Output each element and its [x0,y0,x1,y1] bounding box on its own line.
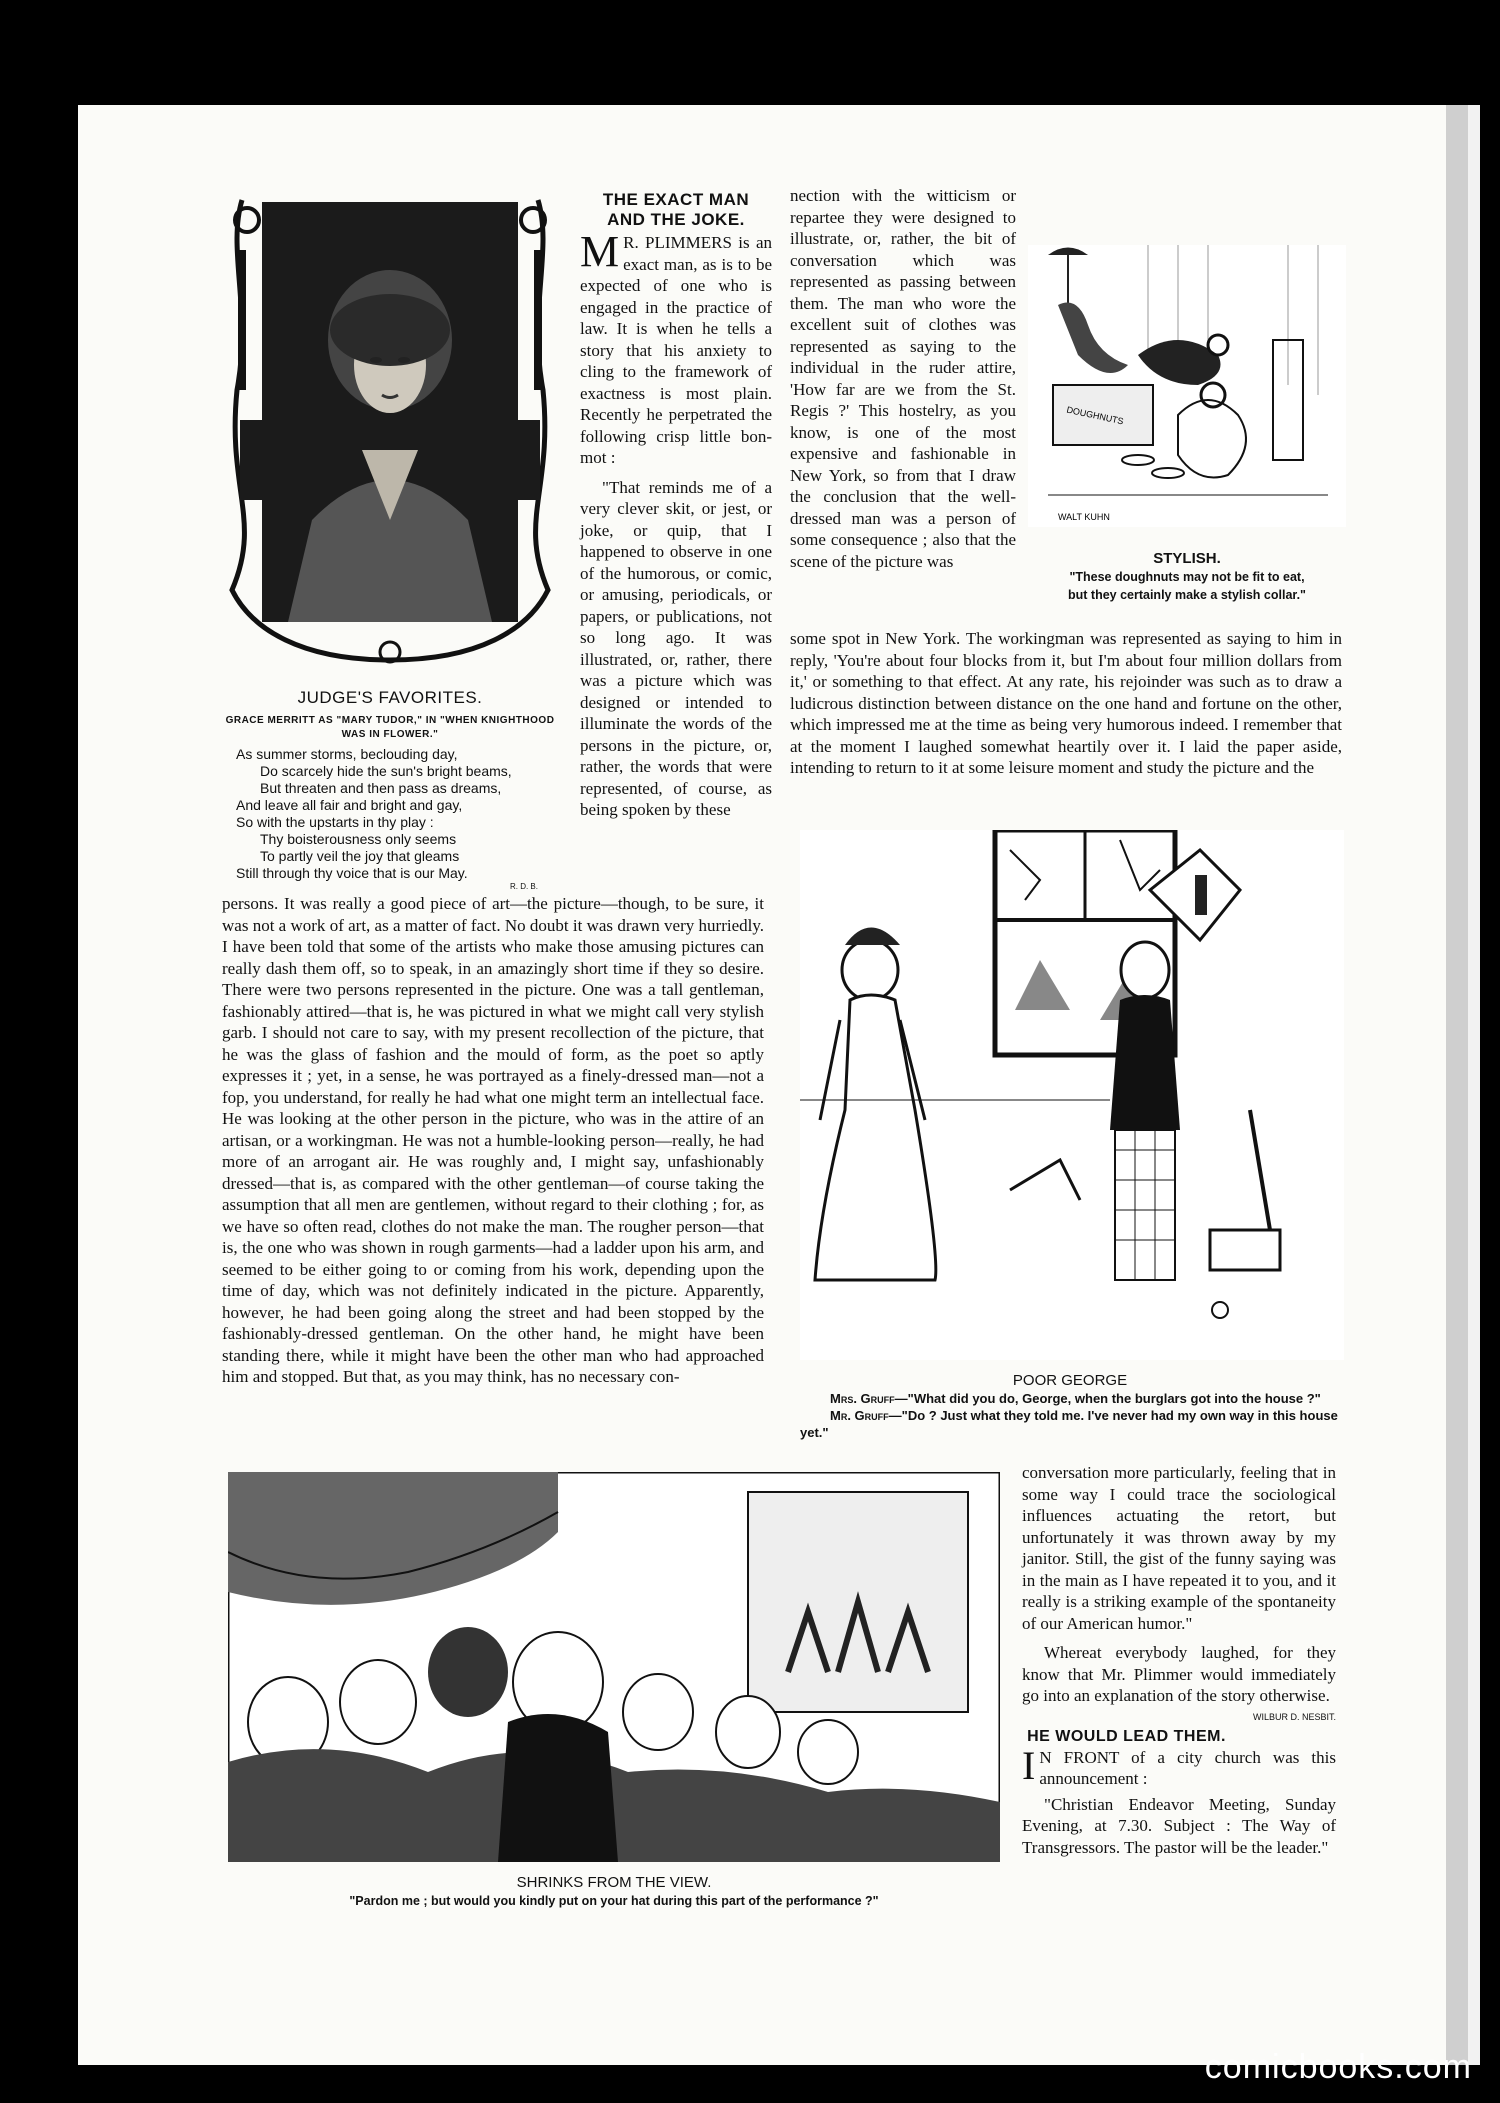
article-paragraph: persons. It was really a good piece of art—the picture—though, to be sure, it was not a work of art, as a matter of fact. No doubt it was drawn very hurriedly. I have been told that some of the artists who make those amusing pictures can really dash them off, so to speak, in an amazingly short time if they so desire. There were two persons represented in the picture. One was a tall gentleman, fashionably attired—that is, he was pictured in what we might call very stylish garb. I should not care to say, with my present recollection of the picture, that he was the glass of fashion and the mould of form, as the poet so aptly expresses it ; yet, in a sense, he was portrayed as a finely-dressed man—not a fop, you understand, for really he had what one might term an intellectual face. He was looking at the other person in the picture, who was in the attire of an artisan, or a workingman. He was not a humble-looking person—really, he had more of an arrogant air. He was roughly and, I might say, unfashionably dressed—that is, as compared with the other gentleman—of course taking the assumption that all men are gentlemen, without regard to their clothing ; for, as we have so often read, clothes do not make the man. The rougher person—that is, the one who was shown in rough garments—had a ladder upon his arm, and seemed to be either going to or coming from his work, depending upon the time of day, which was not definitely indicated in the picture. Apparently, however, he had been going along the street and had been stopped by the fashionably-dressed gentleman. On the other hand, he might have been standing there, while it might have been the other man who had approached him and stopped. But that, as you may think, has no necessary con- [222,894,764,1386]
shrinks-title: SHRINKS FROM THE VIEW. [516,1874,712,1891]
watermark: comicbooks.com [1204,2048,1472,2086]
dialogue-text: "What did you do, George, when the burglars got into the house ?" [907,1391,1321,1406]
dialogue-line-2 [800,1407,1340,1441]
dialogue-line-1 [800,1390,1340,1407]
article-paragraph [580,227,772,469]
article-column-2 [580,190,772,821]
article-closing-text: Whereat everybody laughed, for they know that Mr. Plimmer would immediately go into an explanation of the story otherwise. [1022,1643,1336,1705]
shrinks-cartoon-art [228,1472,1000,1862]
article-lead-text: R. PLIMMERS is an exact man, as is to be expected of one who is engaged in the practice of law. It is when he tells a story that his anxiety to cling to the framework of exactness is most plain. Recently he perpetrated the following crisp little bon-mot : [580,233,772,467]
poem-line: As summer storms, beclouding day, [236,746,458,762]
speaker-label: Mrs. Gruff— [830,1391,908,1406]
shrinks-illustration [228,1472,1000,1862]
article-long-paragraph [222,893,764,1388]
article-paragraph: "That reminds me of a very clever skit, or jest, or joke, or quip, that I happened to observe in one of the humorous, or comic, or amusing, periodicals, or papers, or publications, not so long ago. It was illustrated, or, rather, there was a picture which was designed or intended to illuminate the words of the persons in the picture, or, rather, the words that were represented, of course, as being spoken by these [580,477,772,819]
stylish-cartoon-art [1028,245,1346,527]
stylish-caption [1028,550,1346,604]
poem-line: And leave all fair and bright and gay, [236,797,463,813]
poem-line: Thy boisterousness only seems [260,831,457,847]
favorites-title: JUDGE'S FAVORITES. [297,688,483,707]
artist-signature: WALT KUHN [1058,512,1110,522]
poor-george-caption [800,1372,1340,1441]
article-paragraph: conversation more particularly, feeling that in some way I could trace the sociological influences actuating the retort, but unfortunately it was thrown away by my janitor. Still, the gist of the funny saying was in the main as I have repeated it to you, and it really is a striking example of the spontaneity of our American humor." [1022,1463,1336,1633]
favorites-subtitle: GRACE MERRITT AS "MARY TUDOR," IN "WHEN KNIGHTHOOD WAS IN FLOWER." [225,715,555,740]
article-paragraph [1022,1642,1336,1722]
poor-george-cartoon-art [800,830,1344,1360]
box-label: DOUGHNUTS [1065,404,1125,427]
poem-line: Still through thy voice that is our May. [236,865,468,881]
poem-line: Do scarcely hide the sun's bright beams, [260,763,512,779]
page-gutter [1446,105,1468,2065]
poor-george-title: POOR GEORGE [1012,1372,1128,1389]
stylish-title: STYLISH. [1153,550,1221,567]
article-column-right-bottom [1022,1462,1336,1858]
lead-them-text: N FRONT of a city church was this announcement : [1039,1747,1336,1788]
lead-them-headline: HE WOULD LEAD THEM. [1027,1727,1226,1745]
shrinks-caption [228,1874,1000,1910]
article-column-3 [790,185,1016,572]
article-wide-paragraph [790,628,1342,779]
poor-george-illustration [800,830,1344,1360]
speaker-label: Mr. Gruff— [830,1408,902,1423]
dialogue-text: "Do ? Just what they told me. I've never had my own way in this house yet." [800,1408,1338,1440]
article-byline: WILBUR D. NESBIT. [1252,1711,1336,1722]
next-page-edge [1468,105,1480,2065]
article-headline-line1: THE EXACT MAN [602,190,750,209]
lead-them-paragraph: "Christian Endeavor Meeting, Sunday Evening, at 7.30. Subject : The Way of Transgressors. The pastor will be the leader." [1022,1794,1336,1857]
lead-them-paragraph [1022,1742,1336,1790]
stylish-illustration [1028,245,1346,527]
article-paragraph: some spot in New York. The workingman was represented as saying to him in reply, 'You're about four blocks from it, but I'm about four million dollars from it,' or something to that effect. At any rate, his rejoinder was such as to draw a ludicrous distinction between distance on the one hand and fortune on the other, which impressed me at the time as being very humorous indeed. I remember that at the moment I laughed somewhat heartily over it. I laid the paper aside, intending to return to it at some leisure moment and study the picture and the [790,629,1342,777]
drop-cap: I [1022,1742,1036,1788]
stylish-quote-line2: but they certainly make a stylish collar." [1068,588,1306,602]
portrait-illustration [222,190,558,670]
shrinks-quote: "Pardon me ; but would you kindly put on your hat during this part of the performance ?" [349,1894,879,1908]
stylish-quote-line1: "These doughnuts may not be fit to eat, [1069,570,1305,584]
poem-line: So with the upstarts in thy play : [236,814,434,830]
poem-line: But threaten and then pass as dreams, [260,780,502,796]
portrait-frame-art [222,190,558,670]
favorites-poem [222,746,558,882]
article-paragraph: nection with the witticism or repartee they were designed to illustrate, or, rather, the bit of conversation which was represented as passing between them. The man who wore the excellent suit of clothes was represented as saying to the individual in the ruder attire, 'How far are we from the St. Regis ?' This hostelry, as you know, is one of the most expensive and fashionable in New York, so from that I draw the conclusion that the well-dressed man was a person of some consequence ; also that the scene of the picture was [790,186,1016,571]
drop-cap: M [580,227,620,276]
article-headline-line2: AND THE JOKE. [607,210,745,229]
poem-line: To partly veil the joy that gleams [260,848,460,864]
judges-favorites-caption [222,688,558,891]
poem-signature: R. D. B. [509,882,538,891]
